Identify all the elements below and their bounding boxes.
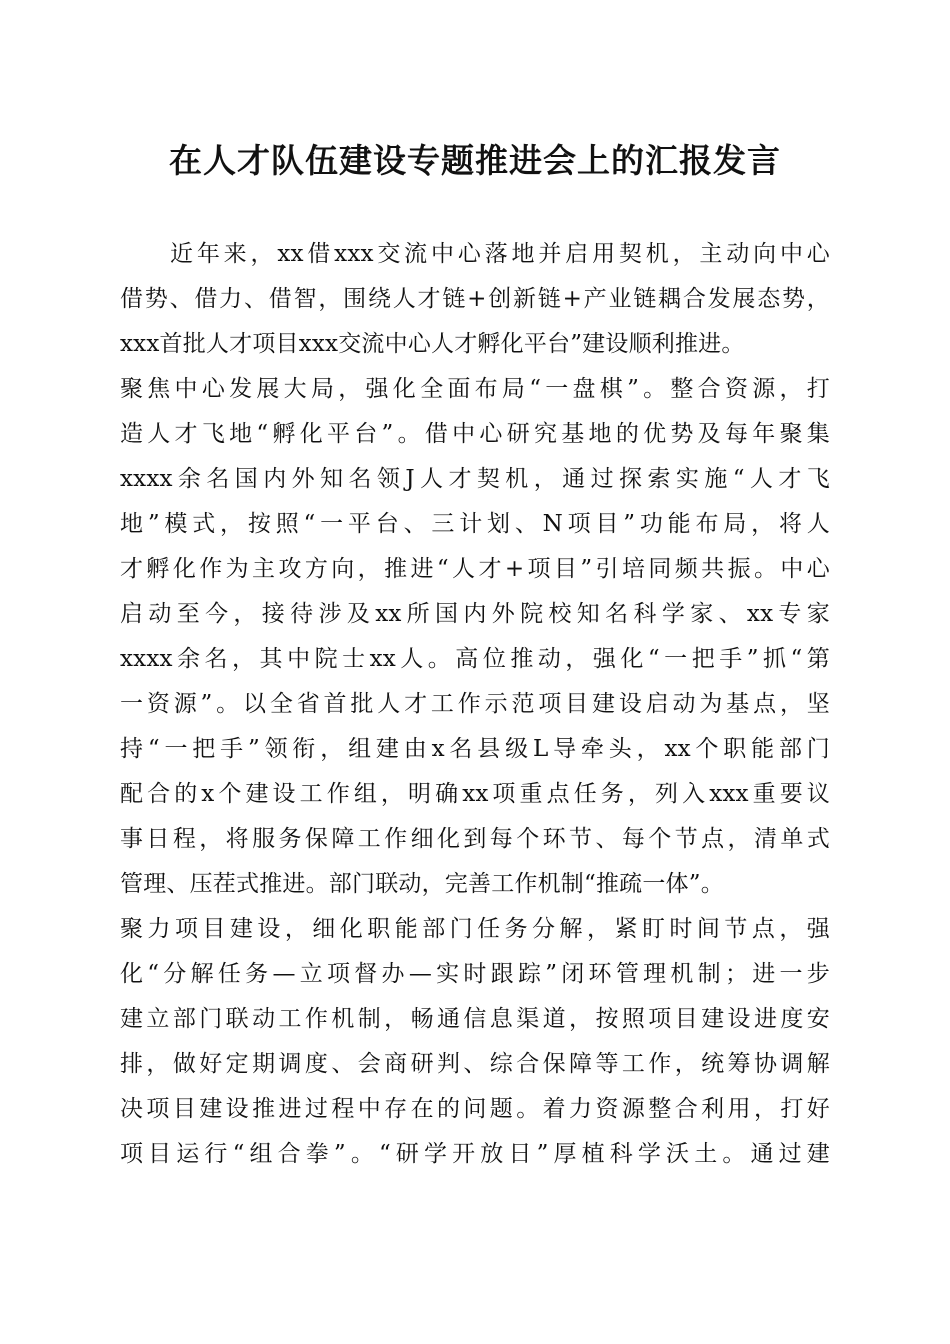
text-line: 建立部门联动工作机制，畅通信息渠道，按照项目建设进度安 <box>120 1006 830 1032</box>
text-line: 项目运行“组合拳”。“研学开放日”厚植科学沃土。通过建 <box>120 1141 830 1167</box>
text-line: 借势、借力、借智，围绕人才链+创新链+产业链耦合发展态势， <box>120 286 830 312</box>
text-line: 管理、压茬式推进。部门联动，完善工作机制“推疏一体”。 <box>120 871 724 897</box>
text-line: 聚焦中心发展大局，强化全面布局“一盘棋”。整合资源，打 <box>120 376 830 402</box>
text-line: 排，做好定期调度、会商研判、综合保障等工作，统筹协调解 <box>120 1051 830 1077</box>
text-line: 聚力项目建设，细化职能部门任务分解，紧盯时间节点，强 <box>120 916 830 942</box>
document-title: 在人才队伍建设专题推进会上的汇报发言 <box>169 141 781 180</box>
text-line: 启动至今，接待涉及xx所国内外院校知名科学家、xx专家 <box>120 601 830 627</box>
text-line: 地”模式，按照“一平台、三计划、N项目”功能布局，将人 <box>120 511 830 537</box>
text-line: xxxx余名，其中院士xx人。高位推动，强化“一把手”抓“第 <box>120 646 830 672</box>
text-line: 造人才飞地“孵化平台”。借中心研究基地的优势及每年聚集 <box>120 421 830 447</box>
text-line: 近年来，xx借xxx交流中心落地并启用契机，主动向中心 <box>170 241 830 267</box>
text-line: 配合的x个建设工作组，明确xx项重点任务，列入xxx重要议 <box>120 781 830 807</box>
text-line: 持“一把手”领衔，组建由x名县级L导牵头，xx个职能部门 <box>120 736 830 762</box>
text-line: xxx首批人才项目xxx交流中心人才孵化平台”建设顺利推进。 <box>120 331 745 357</box>
text-line: 决项目建设推进过程中存在的问题。着力资源整合利用，打好 <box>120 1096 830 1122</box>
text-line: 事日程，将服务保障工作细化到每个环节、每个节点，清单式 <box>120 826 830 852</box>
text-line: xxxx余名国内外知名领J人才契机，通过探索实施“人才飞 <box>120 466 830 492</box>
text-line: 一资源”。以全省首批人才工作示范项目建设启动为基点，坚 <box>120 691 830 717</box>
text-line: 才孵化作为主攻方向，推进“人才+项目”引培同频共振。中心 <box>120 556 830 582</box>
text-line: 化“分解任务—立项督办—实时跟踪”闭环管理机制；进一步 <box>120 961 830 987</box>
